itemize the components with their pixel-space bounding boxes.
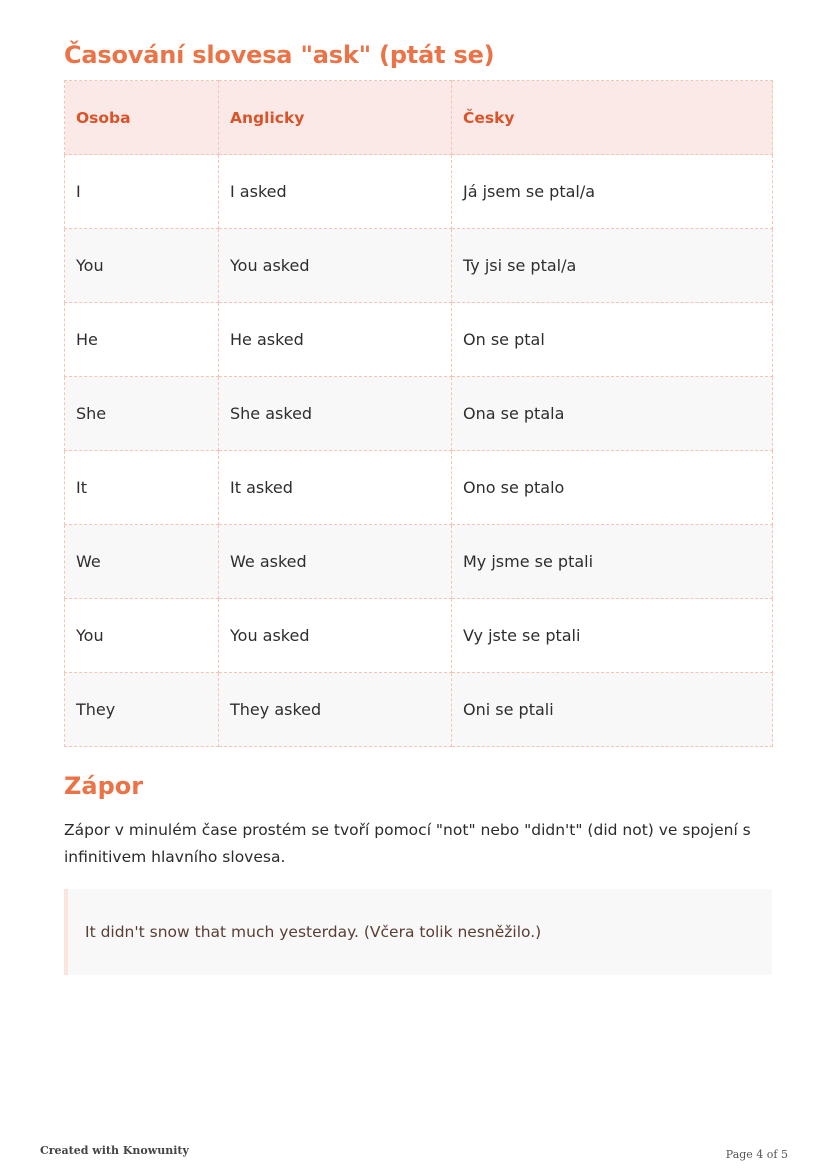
example-quote: [64, 889, 772, 975]
table-row: [65, 525, 773, 599]
table-cell-czech: Ono se ptalo: [452, 451, 773, 525]
column-header-cesky: Česky: [452, 81, 773, 155]
table-cell-czech: On se ptal: [452, 303, 773, 377]
table-cell-person: He: [65, 303, 219, 377]
table-row: [65, 377, 773, 451]
table-row: [65, 155, 773, 229]
table-row: [65, 229, 773, 303]
table-cell-person: We: [65, 525, 219, 599]
table-cell-czech: Vy jste se ptali: [452, 599, 773, 673]
table-header-row: [65, 81, 773, 155]
table-cell-czech: Ty jsi se ptal/a: [452, 229, 773, 303]
negation-section: [64, 763, 772, 975]
section-heading: Zápor: [64, 772, 144, 800]
column-header-anglicky: Anglicky: [219, 81, 452, 155]
table-cell-person: They: [65, 673, 219, 747]
table-row: [65, 303, 773, 377]
table-row: [65, 673, 773, 747]
table-cell-english: It asked: [219, 451, 452, 525]
example-text: It didn't snow that much yesterday. (Včera tolik nesněžilo.): [85, 923, 542, 941]
section-description: Zápor v minulém čase prostém se tvoří pomocí "not" nebo "didn't" (did not) ve spojení s infinitivem hlavního slovesa.: [64, 821, 751, 866]
table-cell-czech: My jsme se ptali: [452, 525, 773, 599]
footer-credit: Created with Knowunity: [40, 1144, 189, 1157]
table-cell-english: I asked: [219, 155, 452, 229]
conjugation-table: [64, 80, 773, 747]
page-title: Časování slovesa "ask" (ptát se): [64, 41, 495, 69]
table-cell-person: She: [65, 377, 219, 451]
table-cell-person: I: [65, 155, 219, 229]
table-cell-czech: Oni se ptali: [452, 673, 773, 747]
table-cell-person: It: [65, 451, 219, 525]
table-cell-czech: Ona se ptala: [452, 377, 773, 451]
table-cell-person: You: [65, 229, 219, 303]
table-cell-english: She asked: [219, 377, 452, 451]
column-header-osoba: Osoba: [65, 81, 219, 155]
table-cell-english: They asked: [219, 673, 452, 747]
table-cell-english: We asked: [219, 525, 452, 599]
table-cell-english: You asked: [219, 599, 452, 673]
table-row: [65, 599, 773, 673]
page-content: [64, 32, 772, 975]
table-cell-english: You asked: [219, 229, 452, 303]
page-number: Page 4 of 5: [725, 1148, 788, 1161]
table-cell-person: You: [65, 599, 219, 673]
table-cell-czech: Já jsem se ptal/a: [452, 155, 773, 229]
table-cell-english: He asked: [219, 303, 452, 377]
table-row: [65, 451, 773, 525]
